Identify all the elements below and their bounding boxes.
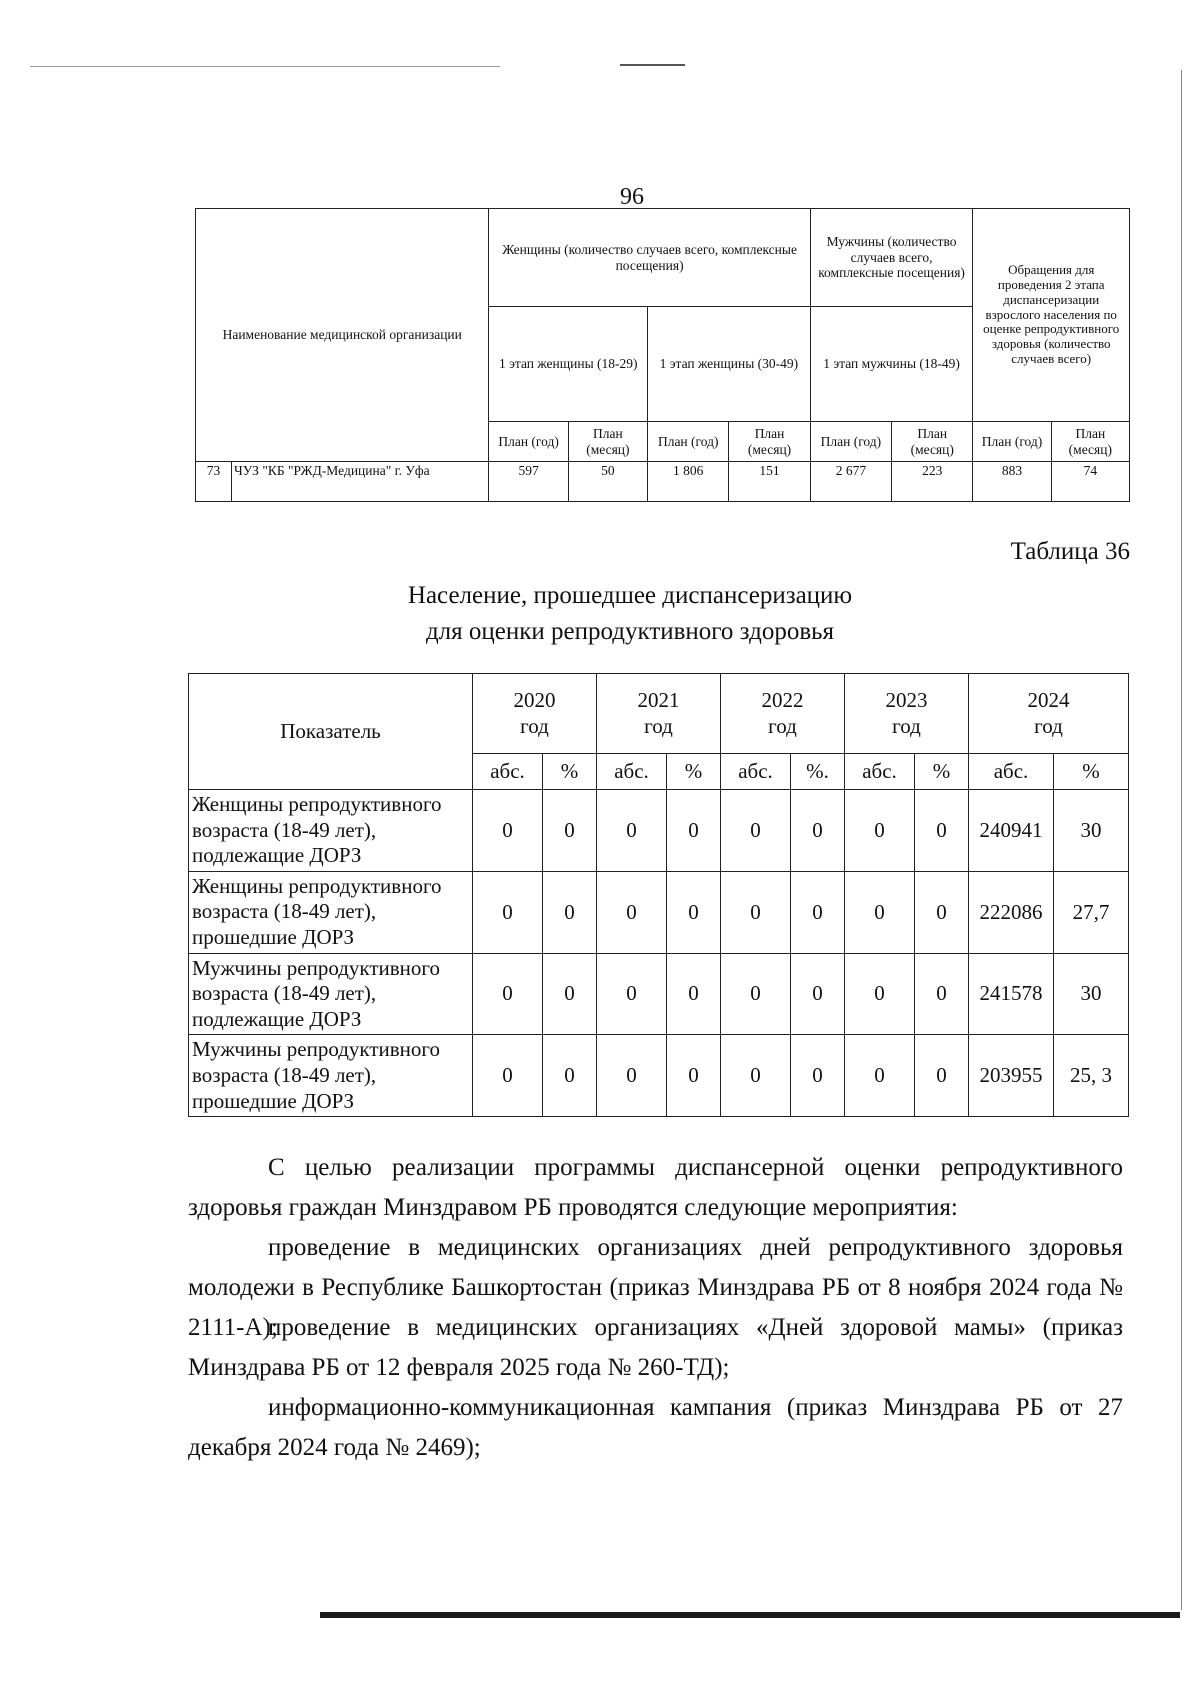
paragraph: С целью реализации программы диспансерной оценки репродуктивного здоровья граждан Минздравом РБ проводятся следующие мероприятия:	[188, 1154, 1123, 1221]
year-header: 2020 год	[473, 674, 597, 754]
abs-value-cell: 0	[721, 871, 791, 953]
pct-value-cell: 0	[791, 1035, 845, 1117]
women-header: Женщины (количество случаев всего, комплексные посещения)	[489, 209, 810, 307]
abs-value-cell: 0	[597, 871, 667, 953]
pct-value-cell: 30	[1054, 790, 1129, 872]
plan-cell: 74	[1051, 462, 1129, 502]
pct-header: %	[667, 754, 721, 790]
pct-value-cell: 0	[915, 1035, 969, 1117]
abs-value-cell: 0	[721, 953, 791, 1035]
abs-value-cell: 0	[473, 1035, 543, 1117]
pct-header: %	[915, 754, 969, 790]
pct-value-cell: 0	[543, 871, 597, 953]
plan-cell: 151	[729, 462, 810, 502]
abs-header: абс.	[721, 754, 791, 790]
pct-value-cell: 0	[915, 790, 969, 872]
row-number: 73	[196, 462, 232, 502]
table-row	[189, 790, 1129, 872]
scan-bottom-bar	[320, 1612, 1180, 1618]
year-header: 2021 год	[597, 674, 721, 754]
abs-header: абс.	[969, 754, 1054, 790]
org-name: ЧУЗ "КБ "РЖД-Медицина" г. Уфа	[232, 462, 489, 502]
plan-cell: 1 806	[648, 462, 729, 502]
abs-header: абс.	[597, 754, 667, 790]
year-header: 2022 год	[721, 674, 845, 754]
abs-value-cell: 240941	[969, 790, 1054, 872]
scan-right-edge	[1181, 70, 1182, 1610]
scan-top-line	[30, 66, 500, 67]
women-18-29-header: 1 этап женщины (18-29)	[489, 307, 648, 422]
indicator-cell: Мужчины репродуктивного возраста (18-49 лет), подлежащие ДОРЗ	[189, 953, 473, 1035]
plan-year-header: План (год)	[973, 422, 1051, 462]
abs-value-cell: 0	[721, 1035, 791, 1117]
abs-header: абс.	[473, 754, 543, 790]
pct-value-cell: 0	[667, 871, 721, 953]
paragraph: проведение в медицинских организациях «Дней здоровой мамы» (приказ Минздрава РБ от 12 февраля 2025 года № 260-ТД);	[188, 1314, 1123, 1381]
pct-value-cell: 0	[791, 953, 845, 1035]
pct-value-cell: 0	[791, 871, 845, 953]
table-row	[189, 871, 1129, 953]
plan-month-header: План (месяц)	[892, 422, 973, 462]
abs-value-cell: 0	[473, 953, 543, 1035]
table-row	[196, 462, 1130, 502]
pct-header: %	[1054, 754, 1129, 790]
abs-value-cell: 0	[845, 790, 915, 872]
paragraph: информационно-коммуникационная кампания (приказ Минздрава РБ от 27 декабря 2024 года № 2469);	[188, 1394, 1123, 1461]
reproductive-health-table	[188, 673, 1129, 1117]
plan-cell: 597	[489, 462, 568, 502]
pct-value-cell: 0	[667, 953, 721, 1035]
paragraph: проведение в медицинских организациях дней репродуктивного здоровья молодежи в Республике Башкортостан (приказ Минздрава РБ от 8 ноября 2024 года № 2111-А);	[188, 1234, 1123, 1341]
pct-value-cell: 0	[543, 790, 597, 872]
pct-value-cell: 0	[667, 1035, 721, 1117]
abs-value-cell: 203955	[969, 1035, 1054, 1117]
table-caption: Таблица 36	[1010, 538, 1130, 565]
pct-value-cell: 0	[915, 871, 969, 953]
men-18-49-header: 1 этап мужчины (18-49)	[810, 307, 973, 422]
scan-top-line-short	[620, 64, 685, 66]
abs-value-cell: 241578	[969, 953, 1054, 1035]
pct-value-cell: 0	[667, 790, 721, 872]
indicator-cell: Мужчины репродуктивного возраста (18-49 лет), прошедшие ДОРЗ	[189, 1035, 473, 1117]
abs-value-cell: 0	[845, 871, 915, 953]
pct-header: %	[543, 754, 597, 790]
pct-header: %.	[791, 754, 845, 790]
abs-value-cell: 0	[845, 953, 915, 1035]
page-number: 96	[620, 184, 644, 210]
plan-cell: 50	[568, 462, 647, 502]
women-30-49-header: 1 этап женщины (30-49)	[648, 307, 811, 422]
pct-value-cell: 0	[915, 953, 969, 1035]
plan-cell: 2 677	[810, 462, 891, 502]
year-header: 2023 год	[845, 674, 969, 754]
abs-value-cell: 222086	[969, 871, 1054, 953]
plan-table	[195, 208, 1130, 502]
abs-value-cell: 0	[473, 790, 543, 872]
table-row	[189, 1035, 1129, 1117]
pct-value-cell: 25, 3	[1054, 1035, 1129, 1117]
plan-year-header: План (год)	[489, 422, 568, 462]
plan-year-header: План (год)	[810, 422, 891, 462]
indicator-cell: Женщины репродуктивного возраста (18-49 лет), прошедшие ДОРЗ	[189, 871, 473, 953]
table-title-line: для оценки репродуктивного здоровья	[425, 618, 835, 646]
table-title-line: Население, прошедшее диспансеризацию	[407, 582, 853, 609]
table-title	[330, 578, 930, 651]
pct-value-cell: 30	[1054, 953, 1129, 1035]
abs-value-cell: 0	[721, 790, 791, 872]
plan-month-header: План (месяц)	[1051, 422, 1129, 462]
plan-cell: 223	[892, 462, 973, 502]
abs-value-cell: 0	[597, 790, 667, 872]
plan-month-header: План (месяц)	[729, 422, 810, 462]
year-header: 2024 год	[969, 674, 1129, 754]
men-header: Мужчины (количество случаев всего, комплексные посещения)	[810, 209, 973, 307]
abs-value-cell: 0	[597, 953, 667, 1035]
abs-value-cell: 0	[473, 871, 543, 953]
plan-cell: 883	[973, 462, 1051, 502]
pct-value-cell: 0	[543, 1035, 597, 1117]
table-row	[189, 953, 1129, 1035]
stage2-header: Обращения для проведения 2 этапа диспансеризации взрослого населения по оценке репродуктивного здоровья (количество случаев всего)	[973, 209, 1130, 422]
abs-value-cell: 0	[845, 1035, 915, 1117]
abs-value-cell: 0	[597, 1035, 667, 1117]
plan-month-header: План (месяц)	[568, 422, 647, 462]
indicator-header: Показатель	[189, 674, 473, 790]
pct-value-cell: 27,7	[1054, 871, 1129, 953]
org-header: Наименование медицинской организации	[196, 209, 489, 462]
pct-value-cell: 0	[543, 953, 597, 1035]
plan-year-header: План (год)	[648, 422, 729, 462]
pct-value-cell: 0	[791, 790, 845, 872]
indicator-cell: Женщины репродуктивного возраста (18-49 лет), подлежащие ДОРЗ	[189, 790, 473, 872]
abs-header: абс.	[845, 754, 915, 790]
